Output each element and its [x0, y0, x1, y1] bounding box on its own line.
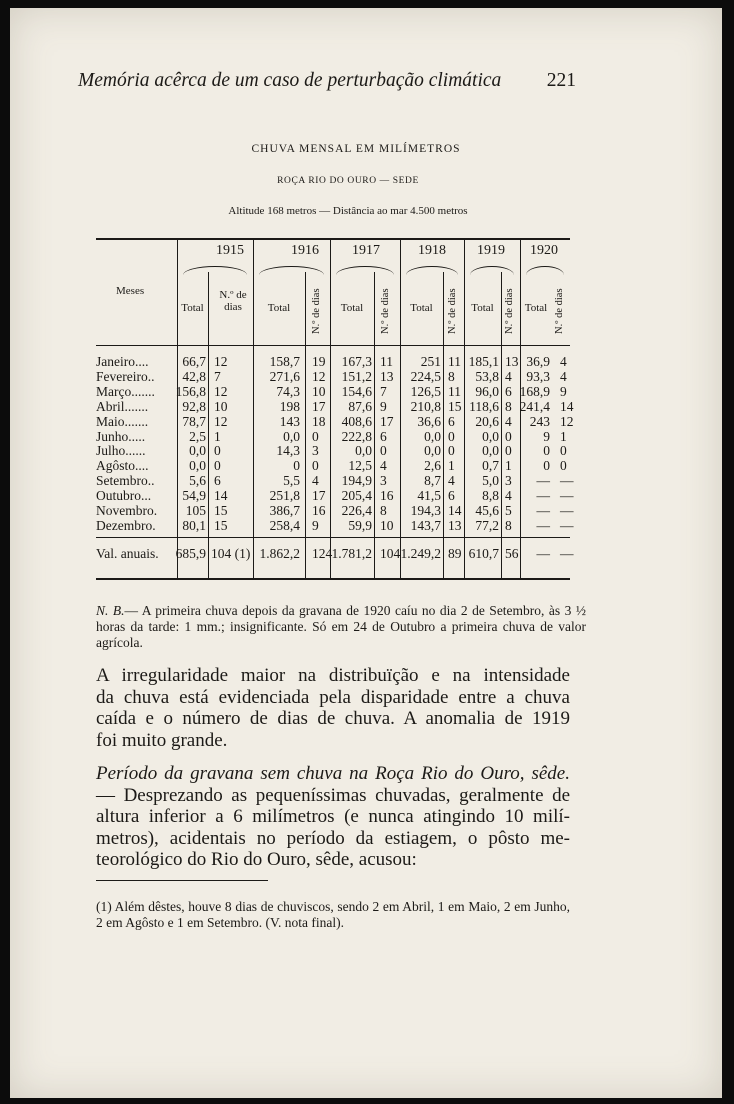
- paragraph-line: caída e o número de dias de chuva. A anomalia de 1919: [96, 708, 570, 729]
- table-cell-days: 6: [505, 383, 512, 399]
- year-header: 1917: [352, 243, 380, 258]
- month-label: Maio.......: [96, 413, 149, 429]
- table-cell-days: —: [560, 517, 574, 533]
- table-cell-total: 194,9: [341, 473, 372, 489]
- table-cell-total: 92,8: [182, 398, 206, 414]
- table-cell-days: 19: [312, 354, 326, 369]
- annual-total: 1.249,2: [400, 546, 441, 561]
- table-cell-total: 251: [420, 354, 441, 369]
- table-cell-total: 45,6: [475, 503, 499, 518]
- table-cell-days: 6: [448, 413, 455, 429]
- table-cell-days: 0: [312, 428, 319, 444]
- column-divider: [177, 240, 178, 578]
- table-cell-days: 0: [448, 443, 455, 459]
- total-header: Total: [410, 302, 433, 314]
- annual-days: 104 (1): [211, 546, 251, 561]
- table-cell-days: 1: [214, 428, 221, 444]
- paragraph-line: foi muito grande.: [96, 729, 228, 751]
- running-head: [78, 70, 576, 92]
- table-cell-total: 5,5: [283, 473, 300, 489]
- table-cell-days: 0: [214, 443, 221, 459]
- month-label: Janeiro....: [96, 354, 149, 369]
- table-cell-days: 14: [448, 503, 462, 518]
- table-cell-total: 241,4: [519, 398, 550, 414]
- table-cell-days: 10: [214, 398, 228, 414]
- table-cell-days: 15: [214, 517, 228, 533]
- table-cell-days: 7: [214, 368, 221, 384]
- table-cell-total: 96,0: [475, 383, 499, 399]
- total-header: Total: [181, 302, 204, 314]
- dias-header-vertical: N.º de dias: [503, 288, 515, 334]
- table-cell-days: 13: [380, 368, 394, 384]
- table-title: CHUVA MENSAL EM MILÍMETROS: [251, 143, 461, 155]
- table-cell-total: 36,9: [526, 354, 550, 369]
- table-cell-days: 0: [448, 428, 455, 444]
- table-cell-total: 2,5: [189, 428, 206, 444]
- table-cell-total: 156,8: [175, 383, 206, 399]
- annual-label: Val. anuais.: [96, 546, 159, 561]
- total-header: Total: [471, 302, 494, 314]
- month-label: Outubro...: [96, 488, 152, 504]
- table-cell-total: 42,8: [182, 368, 206, 384]
- dias-header-vertical: N.º de dias: [310, 288, 322, 334]
- table-cell-days: 9: [312, 517, 319, 533]
- table-top-rule: [96, 238, 570, 240]
- table-cell-total: 5,6: [189, 473, 206, 489]
- year-header: 1920: [530, 243, 558, 258]
- annual-total: 1.781,2: [331, 546, 372, 561]
- table-cell-days: 3: [312, 443, 319, 459]
- dias-header-vertical: N.º de dias: [554, 288, 565, 334]
- table-cell-days: 15: [448, 398, 462, 414]
- month-label: Junho.....: [96, 428, 146, 444]
- table-cell-total: 386,7: [269, 503, 300, 518]
- table-cell-days: 4: [312, 473, 319, 489]
- table-cell-total: 0: [543, 443, 550, 459]
- dias-header-vertical: N.º de dias: [380, 288, 391, 334]
- table-cell-days: 1: [505, 458, 512, 474]
- paragraph-gravana: [96, 763, 570, 871]
- table-cell-total: 198: [279, 398, 300, 414]
- table-cell-total: 14,3: [276, 443, 300, 459]
- annual-total: 610,7: [468, 546, 499, 561]
- table-cell-days: 14: [214, 488, 228, 504]
- table-cell-total: 41,5: [417, 488, 441, 504]
- table-cell-days: 7: [380, 383, 387, 399]
- table-cell-days: 4: [505, 413, 512, 429]
- table-cell-days: 0: [380, 443, 387, 459]
- table-cell-total: 158,7: [269, 354, 300, 369]
- table-cell-days: 0: [214, 458, 221, 474]
- table-cell-days: 10: [312, 383, 326, 399]
- paragraph-line: da chuva está evidenciada pela disparidade entre a chuva: [96, 686, 570, 708]
- table-cell-days: 8: [505, 517, 512, 533]
- month-label: Março.......: [96, 383, 155, 399]
- table-cell-total: 226,4: [341, 503, 372, 518]
- total-header: Total: [340, 302, 364, 314]
- table-cell-days: 4: [560, 354, 567, 369]
- table-cell-total: 224,5: [410, 368, 441, 384]
- table-cell-days: 8: [505, 398, 512, 414]
- table-cell-days: 3: [380, 473, 387, 489]
- table-cell-days: 18: [312, 413, 326, 429]
- table-cell-total: 87,6: [348, 398, 372, 414]
- year-header: 1918: [418, 243, 446, 258]
- note-text: — A primeira chuva depois da gravana de 1920 caíu no dia 2 de Setembro, às 3 ½ horas da tarde: 1 mm.; insignificante. Só em 24 de Outubro a primeira chuva de valor agrícola.: [96, 603, 586, 650]
- table-cell-total: 0,0: [482, 443, 499, 459]
- table-cell-total: 54,9: [182, 488, 206, 504]
- table-cell-days: 4: [448, 473, 455, 489]
- table-cell-days: 12: [214, 354, 228, 369]
- table-cell-days: 15: [214, 503, 228, 518]
- annual-days: 104: [380, 546, 401, 561]
- footnote: (1) Além dêstes, houve 8 dias de chuviscos, sendo 2 em Abril, 1 em Maio, 2 em Junho, 2 em Agôsto e 1 em Setembro. (V. nota final).: [96, 899, 570, 930]
- paragraph-line: metros), acidentais no período da estiagem, o pôsto me-: [96, 827, 570, 849]
- section-heading: Período da gravana sem chuva na Roça Rio do Ouro, sêde.: [96, 763, 570, 784]
- table-cell-total: 408,6: [341, 413, 372, 429]
- table-cell-days: 4: [380, 458, 387, 474]
- table-cell-total: 205,4: [341, 488, 372, 504]
- table-cell-total: 0,0: [355, 443, 372, 459]
- table-cell-days: 0: [560, 458, 567, 474]
- table-cell-total: 59,9: [348, 517, 372, 533]
- table-cell-days: 4: [560, 368, 567, 384]
- table-cell-days: —: [560, 473, 574, 489]
- table-cell-days: 6: [448, 488, 455, 504]
- table-cell-total: 9: [543, 428, 550, 444]
- year-header: 1919: [477, 243, 505, 258]
- table-cell-days: 12: [312, 368, 326, 384]
- table-cell-total: 93,3: [526, 368, 550, 384]
- table-cell-total: 0,0: [189, 443, 206, 459]
- table-cell-days: 16: [380, 488, 394, 504]
- column-divider: [330, 240, 331, 578]
- dias-header-1915: N.º de dias: [219, 289, 247, 313]
- table-note: [96, 603, 586, 651]
- table-cell-days: 6: [380, 428, 387, 444]
- month-label: Dezembro.: [96, 517, 156, 533]
- table-header-rule: [96, 345, 570, 346]
- table-cell-total: 251,8: [269, 488, 300, 504]
- paragraph-irregularity: [96, 665, 570, 751]
- table-cell-days: 4: [505, 488, 512, 504]
- table-cell-days: 9: [560, 383, 567, 399]
- dias-header-vertical: N.º de dias: [446, 288, 458, 334]
- annual-total: 1.862,2: [259, 546, 300, 561]
- annual-days: 89: [448, 546, 462, 561]
- table-cell-total: —: [536, 473, 550, 489]
- paragraph-line: teorológico do Rio do Ouro, sêde, acusou:: [96, 849, 417, 870]
- table-cell-total: 74,3: [276, 383, 300, 399]
- table-cell-total: 105: [185, 503, 206, 518]
- table-cell-total: 0,0: [283, 428, 300, 444]
- table-cell-days: 12: [214, 383, 228, 399]
- column-divider: [464, 240, 465, 578]
- month-label: Novembro.: [96, 503, 158, 518]
- month-label: Abril.......: [96, 398, 149, 414]
- table-cell-days: 12: [560, 413, 574, 429]
- table-cell-total: 12,5: [348, 458, 372, 474]
- table-cell-days: 10: [380, 517, 394, 533]
- column-divider: [208, 272, 209, 578]
- table-cell-days: 5: [505, 503, 512, 518]
- table-cell-total: 53,8: [475, 368, 499, 384]
- table-cell-total: 143: [279, 413, 300, 429]
- table-cell-days: 16: [312, 503, 326, 518]
- table-cell-days: 17: [380, 413, 394, 429]
- table-cell-total: 0,0: [482, 428, 499, 444]
- month-label: Fevereiro..: [96, 368, 155, 384]
- table-cell-total: 258,4: [269, 517, 300, 533]
- table-cell-days: 8: [448, 368, 455, 384]
- meses-header: Meses: [116, 285, 145, 297]
- column-divider: [443, 272, 444, 578]
- table-cell-days: 0: [505, 443, 512, 459]
- month-label: Julho......: [96, 443, 146, 459]
- table-cell-total: 185,1: [468, 354, 499, 369]
- running-title: Memória acêrca de um caso de perturbação climática: [78, 70, 502, 91]
- table-cell-total: —: [536, 517, 550, 533]
- column-divider: [501, 272, 502, 578]
- paragraph-line: A irregularidade maior na distribuïção e na intensidade: [96, 665, 570, 686]
- note-label: N. B.: [96, 603, 125, 618]
- table-cell-days: 0: [560, 443, 567, 459]
- table-cell-total: 243: [529, 413, 550, 429]
- total-header: Total: [524, 302, 548, 314]
- table-cell-total: 168,9: [519, 383, 550, 399]
- table-cell-total: 0,7: [482, 458, 499, 474]
- table-cell-total: 0,0: [424, 428, 441, 444]
- table-cell-total: 151,2: [341, 368, 372, 384]
- table-cell-total: 8,7: [424, 473, 441, 489]
- table-cell-total: 118,6: [469, 398, 499, 414]
- table-cell-total: 222,8: [341, 428, 372, 444]
- table-cell-total: 0: [543, 458, 550, 474]
- table-cell-total: 154,6: [341, 383, 372, 399]
- table-cell-total: 167,3: [341, 354, 372, 369]
- table-cell-total: 5,0: [482, 473, 499, 489]
- table-cell-total: —: [536, 488, 550, 504]
- table-cell-total: 77,2: [475, 517, 499, 533]
- table-cell-days: 8: [380, 503, 387, 518]
- table-cell-days: 0: [312, 458, 319, 474]
- table-cell-total: 271,6: [269, 368, 300, 384]
- table-cell-days: —: [560, 488, 574, 504]
- total-header: Total: [267, 302, 291, 314]
- table-cell-days: 17: [312, 398, 326, 414]
- table-cell-days: 12: [214, 413, 228, 429]
- table-cell-total: 126,5: [410, 383, 441, 399]
- column-divider: [400, 240, 401, 578]
- table-cell-total: 0,0: [189, 458, 206, 474]
- table-cell-days: 1: [560, 428, 567, 444]
- table-cell-total: 78,7: [182, 413, 206, 429]
- table-subtitle: ROÇA RIO DO OURO — SEDE: [277, 176, 419, 186]
- table-cell-days: 4: [505, 368, 512, 384]
- table-cell-days: 6: [214, 473, 221, 489]
- annual-days: —: [560, 546, 574, 561]
- table-cell-days: 13: [448, 517, 462, 533]
- footnote-rule: [96, 880, 268, 881]
- table-cell-total: 20,6: [475, 413, 499, 429]
- table-cell-total: 194,3: [410, 503, 441, 518]
- table-cell-total: 36,6: [417, 413, 441, 429]
- month-label: Agôsto....: [96, 458, 149, 474]
- table-cell-days: 9: [380, 398, 387, 414]
- table-cell-days: 0: [505, 428, 512, 444]
- table-cell-days: —: [560, 503, 574, 518]
- paragraph-line: altura inferior a 6 milímetros (e nunca atingindo 10 milí-: [96, 806, 570, 827]
- table-cell-days: 14: [560, 398, 574, 414]
- table-cell-days: 11: [380, 354, 393, 369]
- table-cell-total: 2,6: [424, 458, 441, 474]
- table-cell-days: 13: [505, 354, 519, 369]
- table-altitude-line: Altitude 168 metros — Distância ao mar 4.500 metros: [228, 205, 468, 217]
- month-label: Setembro..: [96, 473, 155, 489]
- annual-total: —: [536, 546, 550, 561]
- table-cell-days: 3: [505, 473, 512, 489]
- column-divider: [305, 272, 306, 578]
- annual-total: 685,9: [175, 546, 206, 561]
- table-cell-total: 66,7: [182, 354, 206, 369]
- table-cell-total: 0: [293, 458, 300, 474]
- year-header: 1916: [291, 243, 319, 258]
- table-bottom-rule: [96, 578, 570, 580]
- table-annual-rule: [96, 537, 570, 538]
- table-cell-total: 210,8: [410, 398, 441, 414]
- table-cell-total: 8,8: [482, 488, 499, 504]
- table-cell-days: 11: [448, 354, 461, 369]
- table-cell-total: 80,1: [182, 517, 206, 533]
- table-cell-days: 11: [448, 383, 461, 399]
- table-cell-total: 143,7: [410, 517, 441, 533]
- table-cell-total: —: [536, 503, 550, 518]
- year-header: 1915: [216, 243, 244, 258]
- table-cell-days: 17: [312, 488, 326, 504]
- page-number: 221: [546, 70, 576, 91]
- annual-days: 56: [505, 546, 519, 561]
- table-cell-days: 1: [448, 458, 455, 474]
- annual-days: 124: [312, 546, 333, 561]
- table-cell-total: 0,0: [424, 443, 441, 459]
- paragraph-line: — Desprezando as pequeníssimas chuvadas, geralmente de: [96, 784, 570, 806]
- column-divider: [374, 272, 375, 578]
